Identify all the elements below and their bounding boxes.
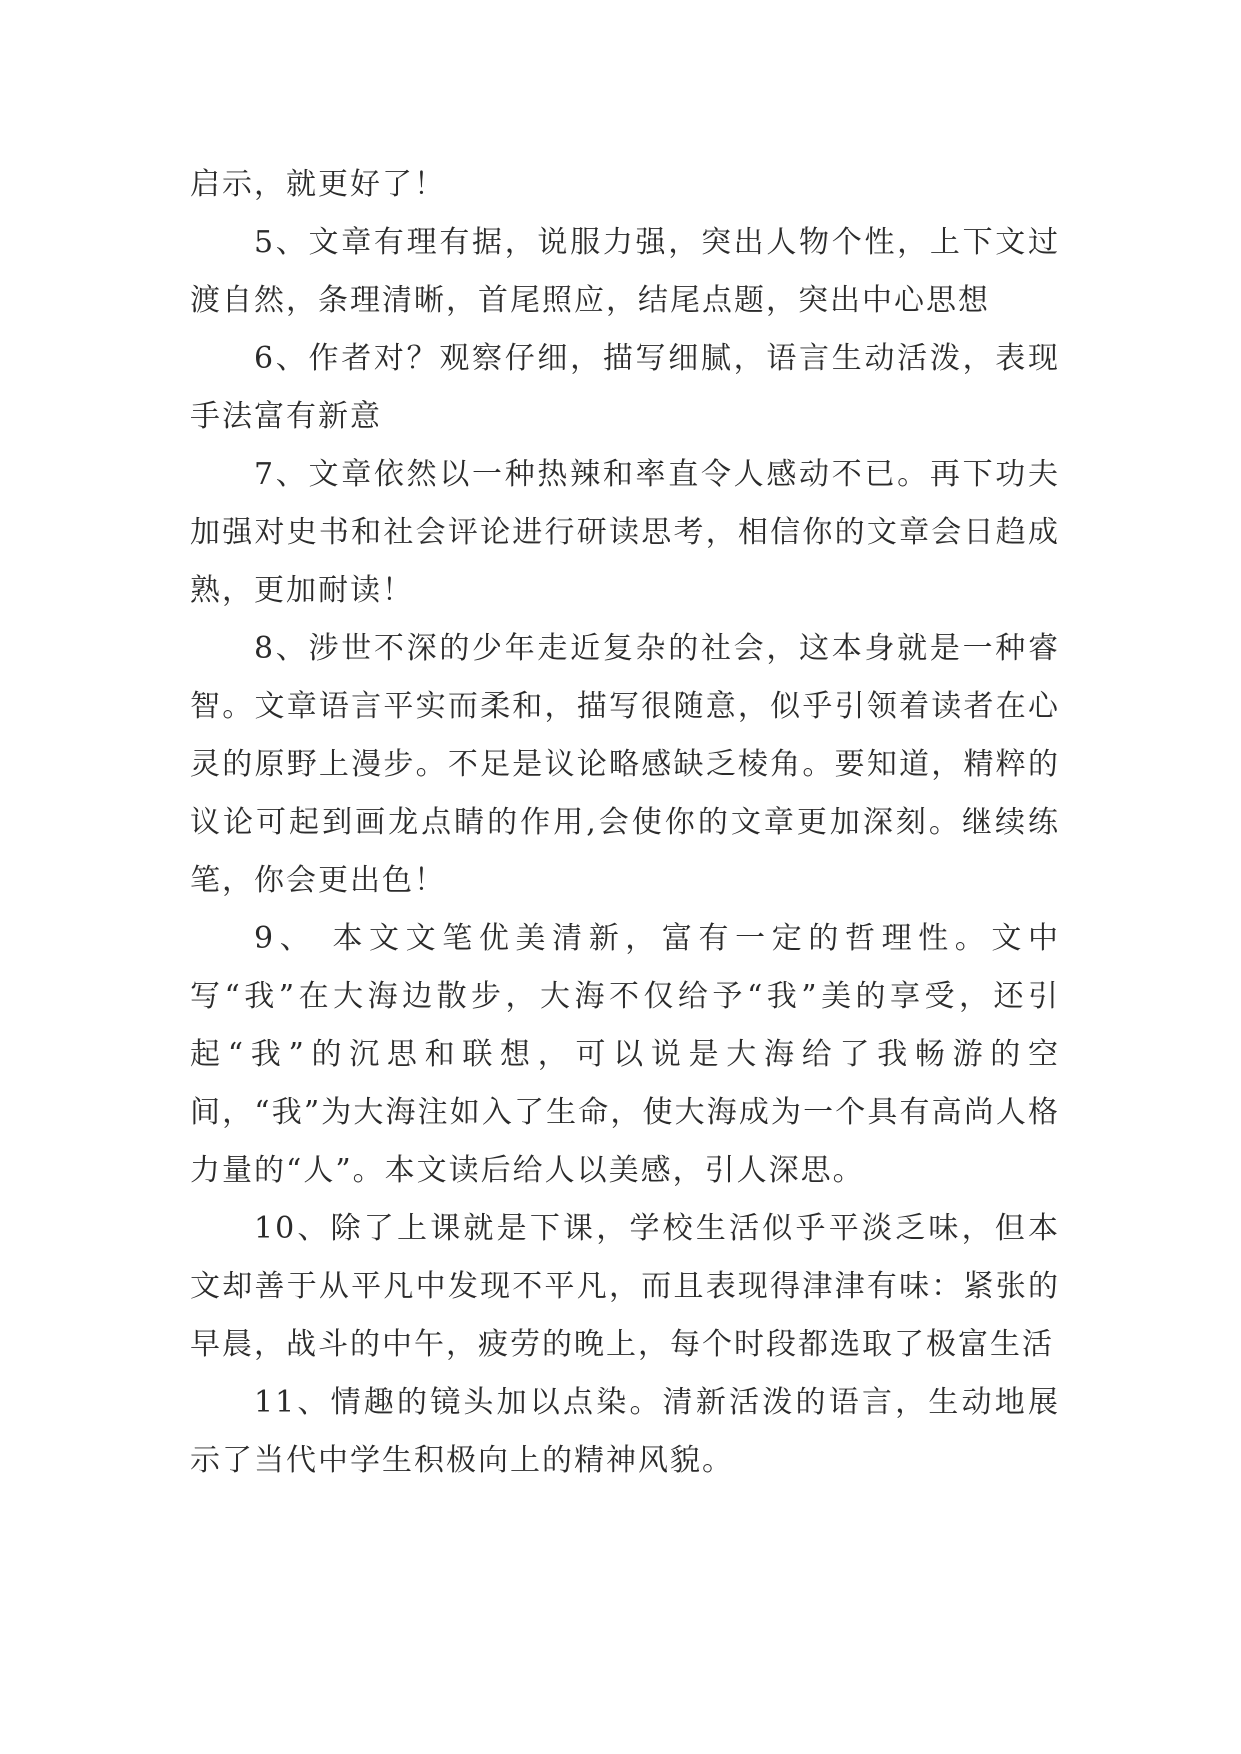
paragraph-comment-7: 7、文章依然以一种热辣和率直令人感动不已。再下功夫加强对史书和社会评论进行研读思考，相信你的文章会日趋成熟，更加耐读！ (190, 457, 1060, 608)
paragraph-comment-9: 9、 本文文笔优美清新，富有一定的哲理性。文中写“我”在大海边散步，大海不仅给予“我”美的享受，还引起“我”的沉思和联想，可以说是大海给了我畅游的空间，“我”为大海注如入了生命，使大海成为一个具有高尚人格力量的“人”。本文读后给人以美感，引人深思。 (190, 921, 1060, 1188)
paragraph-continuation: 启示，就更好了！ (190, 167, 446, 202)
paragraph-comment-6: 6、作者对？观察仔细，描写细腻，语言生动活泼，表现手法富有新意 (190, 341, 1060, 434)
document-body (190, 156, 1060, 1490)
paragraph-comment-10: 10、除了上课就是下课，学校生活似乎平淡乏味，但本文却善于从平凡中发现不平凡，而且表现得津津有味：紧张的早晨，战斗的中午，疲劳的晚上，每个时段都选取了极富生活 (190, 1211, 1060, 1362)
paragraph-comment-8: 8、涉世不深的少年走近复杂的社会，这本身就是一种睿智。文章语言平实而柔和，描写很随意，似乎引领着读者在心灵的原野上漫步。不足是议论略感缺乏棱角。要知道，精粹的议论可起到画龙点睛的作用,会使你的文章更加深刻。继续练笔，你会更出色！ (190, 631, 1060, 898)
paragraph-comment-5: 5、文章有理有据，说服力强，突出人物个性，上下文过渡自然，条理清晰，首尾照应，结尾点题，突出中心思想 (190, 225, 1060, 318)
paragraph-comment-11: 11、情趣的镜头加以点染。清新活泼的语言，生动地展示了当代中学生积极向上的精神风貌。 (190, 1385, 1060, 1478)
